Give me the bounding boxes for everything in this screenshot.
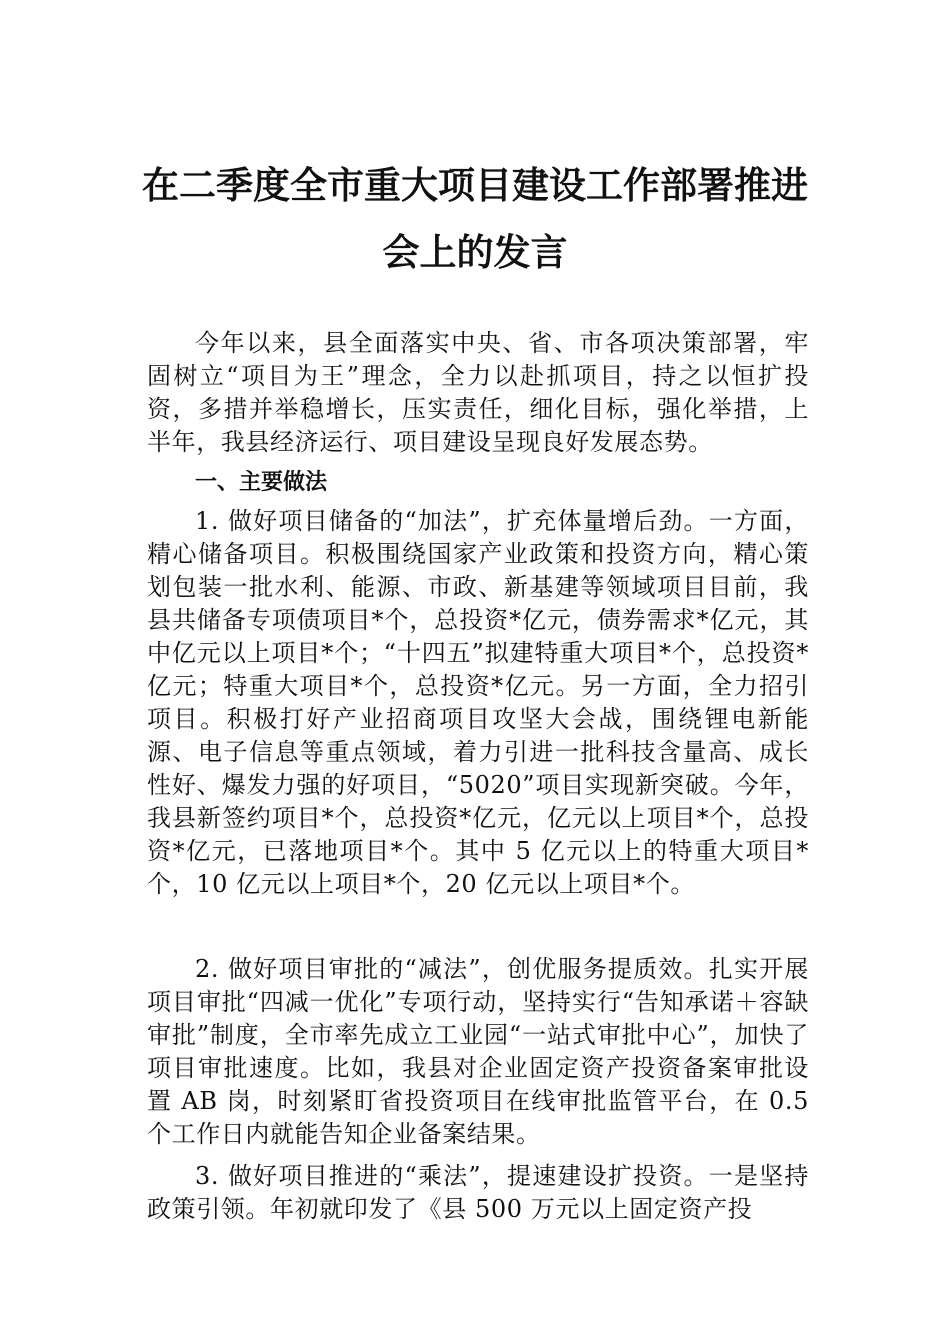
paragraph-project-approval: 2. 做好项目审批的“减法”，创优服务提质效。扎实开展项目审批“四减一优化”专项行动，坚持实行“告知承诺＋容缺审批”制度，全市率先成立工业园“一站式审批中心”，加快了项目审批速度。比如，我县对企业固定资产投资备案审批设置 AB 岗，时刻紧盯省投资项目在线审批监管平台，在 0.5 个工作日内就能告知企业备案结果。 bbox=[147, 955, 809, 1148]
intro-paragraph: 今年以来，县全面落实中央、省、市各项决策部署，牢固树立“项目为王”理念，全力以赴抓项目，持之以恒扩投资，多措并举稳增长，压实责任，细化目标，强化举措，上半年，我县经济运行、项目建设呈现良好发展态势。 bbox=[147, 329, 809, 456]
document-title-line-2: 会上的发言 bbox=[382, 230, 568, 274]
document-title-line-1: 在二季度全市重大项目建设工作部署推进 bbox=[142, 163, 808, 207]
paragraph-project-advance: 3. 做好项目推进的“乘法”，提速建设扩投资。一是坚持政策引领。年初就印发了《县 500 万元以上固定资产投 bbox=[147, 1162, 809, 1223]
section-heading: 一、主要做法 bbox=[195, 470, 328, 495]
paragraph-project-reserve: 1. 做好项目储备的“加法”，扩充体量增后劲。一方面，精心储备项目。积极围绕国家产业政策和投资方向，精心策划包装一批水利、能源、市政、新基建等领域项目目前，我县共储备专项债项目*个，总投资*亿元，债券需求*亿元，其中亿元以上项目*个；“十四五”拟建特重大项目*个，总投资*亿元；特重大项目*个，总投资*亿元。另一方面，全力招引项目。积极打好产业招商项目攻坚大会战，围绕锂电新能源、电子信息等重点领域，着力引进一批科技含量高、成长性好、爆发力强的好项目，“5020”项目实现新突破。今年，我县新签约项目*个，总投资*亿元，亿元以上项目*个，总投资*亿元，已落地项目*个。其中 5 亿元以上的特重大项目*个，10 亿元以上项目*个，20 亿元以上项目*个。 bbox=[147, 507, 809, 898]
